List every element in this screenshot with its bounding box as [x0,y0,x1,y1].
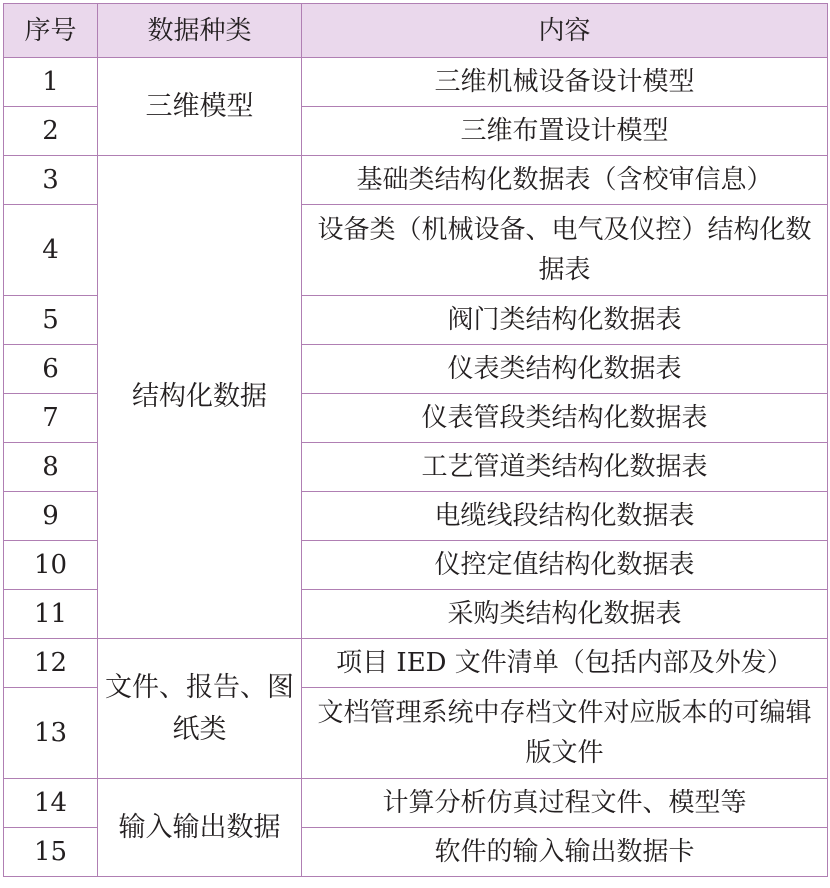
row-number: 4 [4,205,98,296]
content-cell: 文档管理系统中存档文件对应版本的可编辑版文件 [302,688,828,779]
category-label: 文件、报告、图纸类 [105,671,294,745]
category-cell [98,639,302,779]
header-category: 数据种类 [98,4,302,58]
content-cell: 仪控定值结构化数据表 [302,541,828,590]
header-content: 内容 [302,4,828,58]
row-number: 11 [4,590,98,639]
row-number: 3 [4,156,98,205]
row-number: 15 [4,828,98,877]
content-cell: 项目 IED 文件清单（包括内部及外发） [302,639,828,688]
row-number: 14 [4,779,98,828]
content-cell: 软件的输入输出数据卡 [302,828,828,877]
row-number: 8 [4,443,98,492]
row-number: 7 [4,394,98,443]
table-row [4,779,828,828]
category-label: 输入输出数据 [118,811,281,843]
row-number: 10 [4,541,98,590]
content-cell: 采购类结构化数据表 [302,590,828,639]
content-cell: 计算分析仿真过程文件、模型等 [302,779,828,828]
content-cell: 阀门类结构化数据表 [302,296,828,345]
table-header-row [4,4,828,58]
content-cell: 设备类（机械设备、电气及仪控）结构化数据表 [302,205,828,296]
category-cell [98,779,302,877]
content-cell: 三维机械设备设计模型 [302,58,828,107]
row-number: 12 [4,639,98,688]
table-row [4,58,828,107]
row-number: 6 [4,345,98,394]
row-number: 9 [4,492,98,541]
category-cell [98,156,302,639]
content-cell: 仪表类结构化数据表 [302,345,828,394]
content-cell: 仪表管段类结构化数据表 [302,394,828,443]
data-table-container [3,3,827,877]
data-category-table [3,3,828,877]
category-label: 结构化数据 [132,381,267,412]
category-cell [98,58,302,156]
content-cell: 三维布置设计模型 [302,107,828,156]
content-cell: 基础类结构化数据表（含校审信息） [302,156,828,205]
row-number: 1 [4,58,98,107]
table-row [4,639,828,688]
row-number: 13 [4,688,98,779]
category-label: 三维模型 [145,90,254,122]
row-number: 2 [4,107,98,156]
row-number: 5 [4,296,98,345]
content-cell: 电缆线段结构化数据表 [302,492,828,541]
header-seq: 序号 [4,4,98,58]
content-cell: 工艺管道类结构化数据表 [302,443,828,492]
table-row [4,156,828,205]
